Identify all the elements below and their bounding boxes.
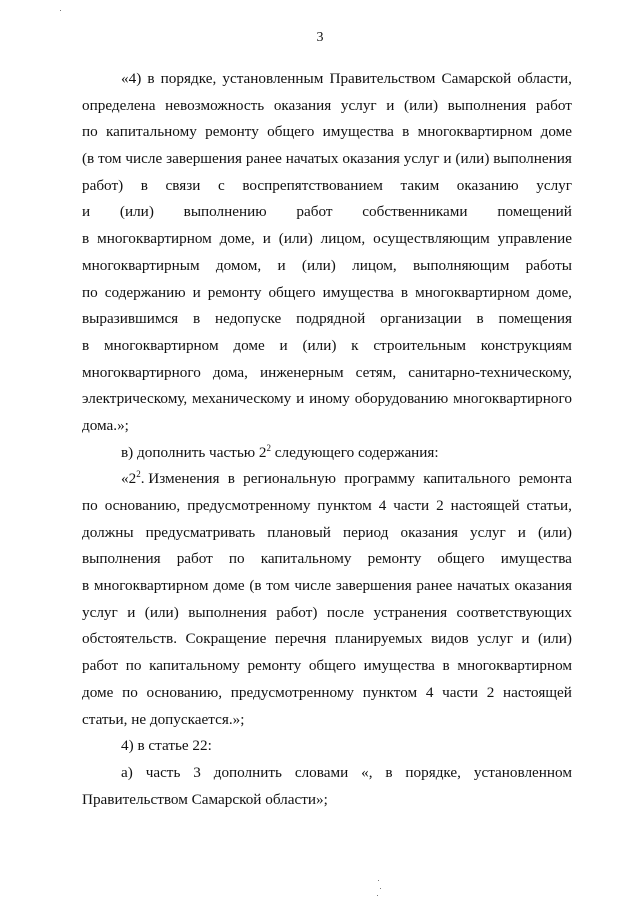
text-word: выполнения (447, 96, 527, 114)
scan-artifact (60, 10, 61, 11)
text-word: многоквартирном (97, 230, 212, 248)
text-word: услуг (536, 176, 572, 194)
text-word: предусматривать (145, 523, 256, 541)
text-word: в (400, 283, 409, 301)
text-word: многоквартирном (417, 123, 533, 141)
text-word: таким (400, 176, 440, 194)
text-word: доме (540, 123, 572, 141)
text-word: программу (344, 470, 415, 488)
text-word: оказания (342, 150, 400, 168)
text-word: и (82, 203, 91, 221)
text-word: доме (213, 577, 245, 595)
text-word: (или) (301, 256, 336, 274)
text-word: (или) (119, 203, 154, 221)
text-word: период (342, 523, 389, 541)
text-word: строительным (373, 336, 467, 354)
text-line (82, 466, 572, 493)
text-word: капитальному (149, 657, 240, 675)
text-word: плановый (267, 523, 331, 541)
text-word: числе (125, 150, 163, 168)
text-word: в (476, 310, 484, 328)
text-word: общего (267, 123, 315, 141)
text-word: работ (535, 96, 572, 114)
page-number: 3 (316, 30, 324, 45)
text-word: по (82, 283, 98, 301)
text-word: капитального (423, 470, 511, 488)
text-word: Самарской (441, 70, 512, 87)
text-word: сетям, (355, 363, 397, 381)
text-word: и (296, 390, 305, 408)
text-word: капитальному (260, 550, 352, 568)
text-word: капитальному (106, 123, 197, 141)
text-word: помещений (497, 203, 572, 221)
text-word: 4 (378, 497, 387, 514)
text-word: пунктом (317, 497, 372, 514)
text-line (82, 680, 572, 707)
text-word: части (393, 497, 430, 514)
text-word: пунктом (362, 683, 418, 701)
text-word: работ (82, 657, 119, 675)
text-line (82, 440, 572, 467)
text-word: (в (82, 150, 95, 168)
text-word: механическому (192, 390, 292, 408)
text-word: помещения (498, 310, 572, 328)
text-line (82, 306, 572, 333)
text-word: работ) (82, 176, 124, 194)
text-word: в (402, 123, 410, 141)
text-word: выполняющим (412, 256, 510, 274)
text-line (82, 66, 572, 93)
text-word: работ (296, 203, 333, 221)
text-word: многоквартирном (457, 657, 572, 675)
text-word: (или) (278, 230, 313, 248)
text-word: управление (497, 230, 572, 248)
text-word: многоквартирного (453, 390, 572, 408)
text-word: (в (249, 577, 262, 595)
text-word: общего (437, 550, 485, 568)
text-word: услуг (470, 523, 506, 541)
text-word: часть (145, 763, 181, 781)
text-line (82, 600, 572, 627)
text-word: оборудованию (354, 390, 449, 408)
text-word: определена (82, 96, 156, 114)
scan-artifact (378, 880, 379, 881)
text-word: работ (176, 550, 213, 568)
text-word: дома, (212, 363, 248, 381)
text-word: доме, (219, 230, 255, 248)
text-word: и (262, 230, 271, 248)
text-word: начатых (285, 150, 339, 168)
text-line-last: Правительством Самарской области»; (82, 790, 328, 808)
text-word: порядке, (405, 763, 461, 781)
text-word: услуг (340, 96, 377, 114)
text-word: услуг (403, 150, 440, 168)
text-word: в (442, 657, 450, 675)
text-word: региональную (243, 470, 337, 488)
text-word: многоквартирном (103, 336, 219, 354)
text-word: том (98, 150, 122, 168)
paragraph-amend-part-2-2 (82, 440, 572, 467)
text-word: ремонта (518, 470, 572, 488)
text-line (82, 119, 572, 146)
text-line (82, 760, 572, 787)
text-word: многоквартирном (93, 577, 209, 595)
text-word: и (443, 150, 452, 168)
text-word: предусмотренному (230, 683, 355, 701)
text-line (82, 146, 572, 173)
text-word: собственниками (362, 203, 468, 221)
paragraph-item-4 (82, 66, 572, 440)
text-word: связи (165, 176, 201, 194)
text-word: электрическому, (82, 390, 188, 408)
text-word: общего (308, 657, 357, 675)
text-word: в (82, 336, 90, 354)
text-word: (или) (537, 630, 572, 648)
text-word: конструкциям (480, 336, 572, 354)
paragraph-article-22 (82, 733, 572, 760)
text-word: (или) (302, 336, 337, 354)
text-word: по (125, 657, 142, 675)
text-word: ремонту (367, 550, 422, 568)
text-word: перечня (274, 630, 327, 648)
text-word: осуществляющим (373, 230, 490, 248)
text-word: лицом, (352, 256, 397, 274)
text-word: имущества (363, 657, 435, 675)
text-word: выполнения (82, 550, 161, 568)
text-word: в (193, 310, 201, 328)
text-line (82, 173, 572, 200)
text-word: (или) (455, 150, 490, 168)
text-word: видов (430, 630, 469, 648)
paragraph-part-2-2-text (82, 466, 572, 733)
text-word: соответствующих (456, 603, 572, 621)
text-word: планируемых (334, 630, 423, 648)
text-word: основанию, (104, 497, 181, 514)
text-word: к (351, 336, 359, 354)
text-word: ремонту (205, 123, 259, 141)
text-word: многоквартирном (415, 283, 530, 301)
text-word: организации (380, 310, 462, 328)
text-word: имущества (322, 123, 394, 141)
text-word: с (217, 176, 225, 194)
text-word: Правительством (329, 70, 436, 87)
text-word: и (279, 336, 288, 354)
text-word: многоквартирного (82, 363, 201, 381)
text-line (82, 386, 572, 413)
text-word: завершения (335, 577, 412, 595)
text-word: (или) (144, 603, 179, 621)
text-word: 2 (436, 497, 444, 514)
text-word: в (385, 763, 393, 781)
text-word: услуг (477, 630, 513, 648)
text-line (82, 360, 572, 387)
text-line (82, 333, 572, 360)
text-word: ранее (245, 150, 282, 168)
text-word: Сокращение (185, 630, 267, 648)
text-word: недопуске (215, 310, 282, 328)
text-word: оказанию (456, 176, 519, 194)
text-word: после (326, 603, 365, 621)
text-word: домом, (215, 256, 262, 274)
scan-artifact (377, 895, 378, 896)
text-word: и (277, 256, 286, 274)
text-fragment: «2 (121, 470, 137, 488)
text-word: 4 (425, 683, 434, 701)
text-word: санитарно-техническому, (408, 363, 572, 381)
text-word: доме, (536, 283, 572, 301)
text-fragment: в) дополнить частью 2 (121, 443, 267, 461)
text-line (82, 626, 572, 653)
text-word: многоквартирным (82, 256, 200, 274)
text-line (82, 253, 572, 280)
text-word: области, (517, 70, 572, 87)
text-fragment: следующего содержания: (270, 443, 439, 461)
text-word: а) (121, 763, 133, 781)
text-word: выразившимся (82, 310, 179, 328)
text-word: (или) (537, 523, 572, 541)
superscript: 2 (266, 442, 271, 453)
text-word: завершения (166, 150, 242, 168)
text-word: доме (233, 336, 265, 354)
text-word: оказания (400, 523, 458, 541)
text-word: в (82, 577, 90, 595)
text-word: оказания (273, 96, 332, 114)
text-word: услуг (82, 603, 118, 621)
text-line (82, 226, 572, 253)
text-word: установленном (473, 763, 572, 781)
text-word: лицом, (320, 230, 366, 248)
text-word: по (122, 683, 138, 701)
text-word: в (147, 70, 155, 87)
text-line-last: дома.»; (82, 416, 129, 434)
text-word: устранения (373, 603, 448, 621)
text-word: инженерным (259, 363, 344, 381)
text-word: 3 (193, 763, 201, 781)
text-line-last: статьи, не допускается.»; (82, 710, 245, 728)
text-word: по (228, 550, 245, 568)
text-word: должны (82, 523, 134, 541)
text-word: «, (361, 763, 373, 781)
text-line (82, 653, 572, 680)
text-word: и (517, 523, 526, 541)
text-word: имущества (322, 283, 394, 301)
text-word: оказания (514, 577, 572, 595)
text-word: 2 (486, 683, 495, 701)
text-word: доме (82, 683, 114, 701)
text-word: и (386, 96, 395, 114)
text-word: порядке, (160, 70, 217, 87)
text-word: числе (294, 577, 332, 595)
text-word: основанию, (146, 683, 223, 701)
text-word: том (266, 577, 290, 595)
text-word: начатых (457, 577, 510, 595)
text-word: по (82, 123, 98, 141)
text-word: и (521, 630, 530, 648)
text-word: выполнению (183, 203, 267, 221)
text-word: словами (294, 763, 349, 781)
text-word (121, 466, 220, 493)
text-word: дополнить (213, 763, 282, 781)
text-word: ремонту (247, 657, 302, 675)
text-word: подрядной (296, 310, 366, 328)
text-word: ранее (416, 577, 453, 595)
text-word: и (127, 603, 136, 621)
text-word: содержанию (104, 283, 186, 301)
text-word: ремонту (207, 283, 262, 301)
superscript: 2 (136, 469, 141, 480)
text-line (82, 520, 572, 547)
text-word: в (82, 230, 90, 248)
text-line: 4) в статье 22: (121, 737, 212, 755)
text-word: обстоятельств. (82, 630, 178, 648)
text-word: воспрепятствованием (242, 176, 383, 194)
text-line (82, 280, 572, 307)
text-word: (или) (404, 96, 438, 114)
text-word: по (82, 497, 98, 514)
text-word: установленным (222, 70, 324, 87)
scan-artifact (380, 888, 381, 889)
text-word: и (192, 283, 201, 301)
text-line (82, 546, 572, 573)
text-word: «4) (121, 70, 142, 87)
text-word: имущества (500, 550, 572, 568)
text-line (82, 573, 572, 600)
text-line (82, 93, 572, 120)
text-word: статьи, (526, 497, 572, 514)
text-fragment: . Изменения (140, 470, 220, 488)
text-word: выполнения (188, 603, 267, 621)
text-word: невозможность (165, 96, 265, 114)
text-word: предусмотренному (187, 497, 311, 514)
text-word: работ) (276, 603, 318, 621)
paragraph-part-3-amend (82, 760, 572, 813)
text-word: выполнения (493, 150, 572, 168)
text-word: части (442, 683, 479, 701)
text-word: общего (268, 283, 316, 301)
text-word: настоящей (503, 683, 572, 701)
text-word: работы (525, 256, 572, 274)
document-body (82, 66, 572, 813)
text-line (82, 199, 572, 226)
text-word: в (140, 176, 148, 194)
text-word: в (227, 470, 235, 488)
text-line (82, 493, 572, 520)
text-word: иному (309, 390, 350, 408)
text-word: настоящей (450, 497, 520, 514)
